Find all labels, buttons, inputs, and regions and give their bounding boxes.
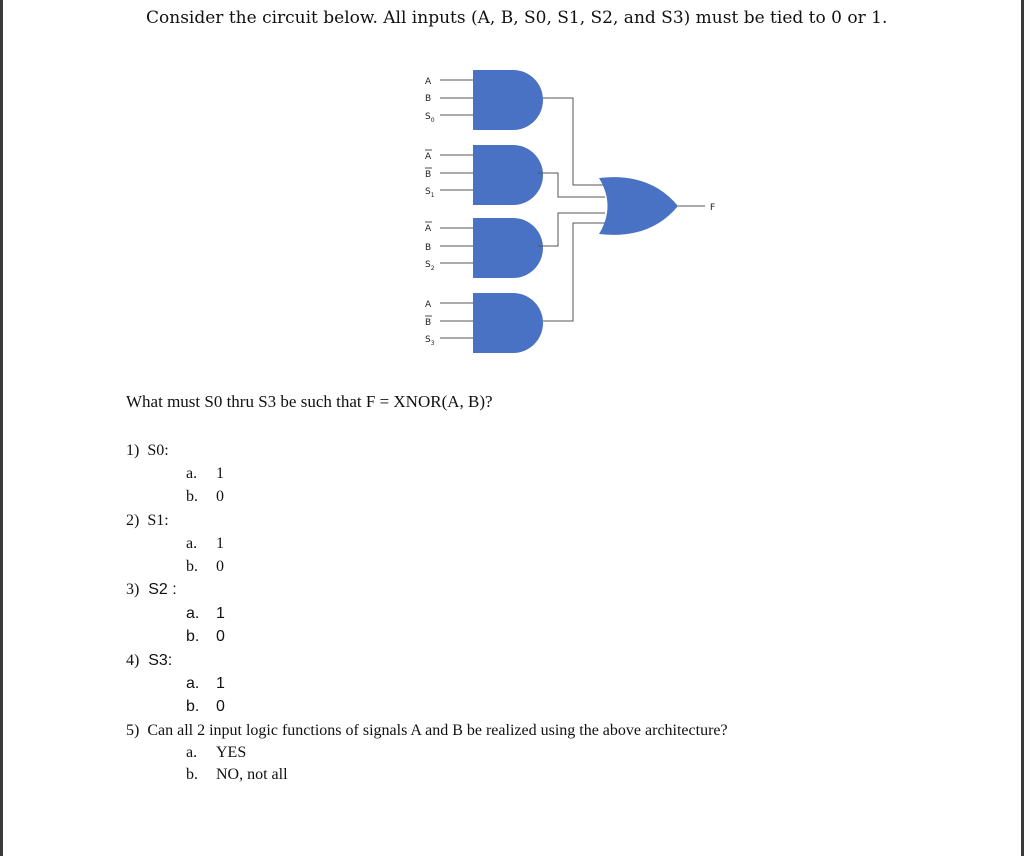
question-5 <box>126 722 728 740</box>
question-3-option-b: b. 0 <box>186 628 225 645</box>
question-5-option-b: b. NO, not all <box>186 766 288 783</box>
gate4-input-b-label: B <box>425 318 432 328</box>
gate4-input-a-label: A <box>425 300 432 310</box>
question-1-option-b: b. 0 <box>186 488 224 505</box>
circuit-diagram <box>380 60 740 360</box>
and-gate-2 <box>425 145 543 205</box>
gate2-input-a-label: A <box>425 152 432 162</box>
question-5-number: 5) <box>126 722 140 739</box>
question-3-number: 3) <box>126 581 140 598</box>
question-4 <box>126 652 172 670</box>
question-3 <box>126 581 177 599</box>
question-prompt: What must S0 thru S3 be such that F = XNOR(A, B)? <box>126 392 493 411</box>
gate3-input-a-label: A <box>425 224 432 234</box>
gate4-input-s-label: $S_3$ <box>425 335 435 347</box>
question-4-number: 4) <box>126 652 140 669</box>
question-5-option-a: a. YES <box>186 744 247 761</box>
gate1-input-b-label: B <box>425 94 432 104</box>
page-left-edge <box>0 0 3 856</box>
gate2-input-s-label: $S_1$ <box>425 187 435 199</box>
interconnect-wires <box>538 98 605 321</box>
question-3-label: S2 : <box>148 581 177 598</box>
question-1-option-a: a. 1 <box>186 465 224 482</box>
gate1-input-a-label: A <box>425 77 432 87</box>
question-2-option-b: b. 0 <box>186 558 224 575</box>
question-1-label: S0: <box>147 442 169 459</box>
gate3-input-b-label: B <box>425 243 432 253</box>
and-gate-4 <box>425 293 543 353</box>
question-4-option-b: b. 0 <box>186 698 225 715</box>
question-2-number: 2) <box>126 512 140 529</box>
question-3-option-a: a. 1 <box>186 605 225 622</box>
question-1 <box>126 442 169 460</box>
gate2-input-b-label: B <box>425 170 432 180</box>
question-4-label: S3: <box>148 652 173 669</box>
question-2 <box>126 512 169 530</box>
or-gate <box>599 177 715 235</box>
question-2-option-a: a. 1 <box>186 535 224 552</box>
question-2-label: S1: <box>147 512 169 529</box>
and-gate-1 <box>425 70 543 130</box>
intro-text: Consider the circuit below. All inputs (A, B, S0, S1, S2, and S3) must be tied to 0 or 1. <box>146 8 888 28</box>
gate1-input-s-label: $S_0$ <box>425 112 435 124</box>
and-gate-3 <box>425 218 543 278</box>
output-f-label: F <box>710 203 716 213</box>
question-5-label: Can all 2 input logic functions of signals A and B be realized using the above architecture? <box>147 722 728 739</box>
question-1-number: 1) <box>126 442 140 459</box>
question-4-option-a: a. 1 <box>186 675 225 692</box>
gate3-input-s-label: $S_2$ <box>425 260 435 272</box>
